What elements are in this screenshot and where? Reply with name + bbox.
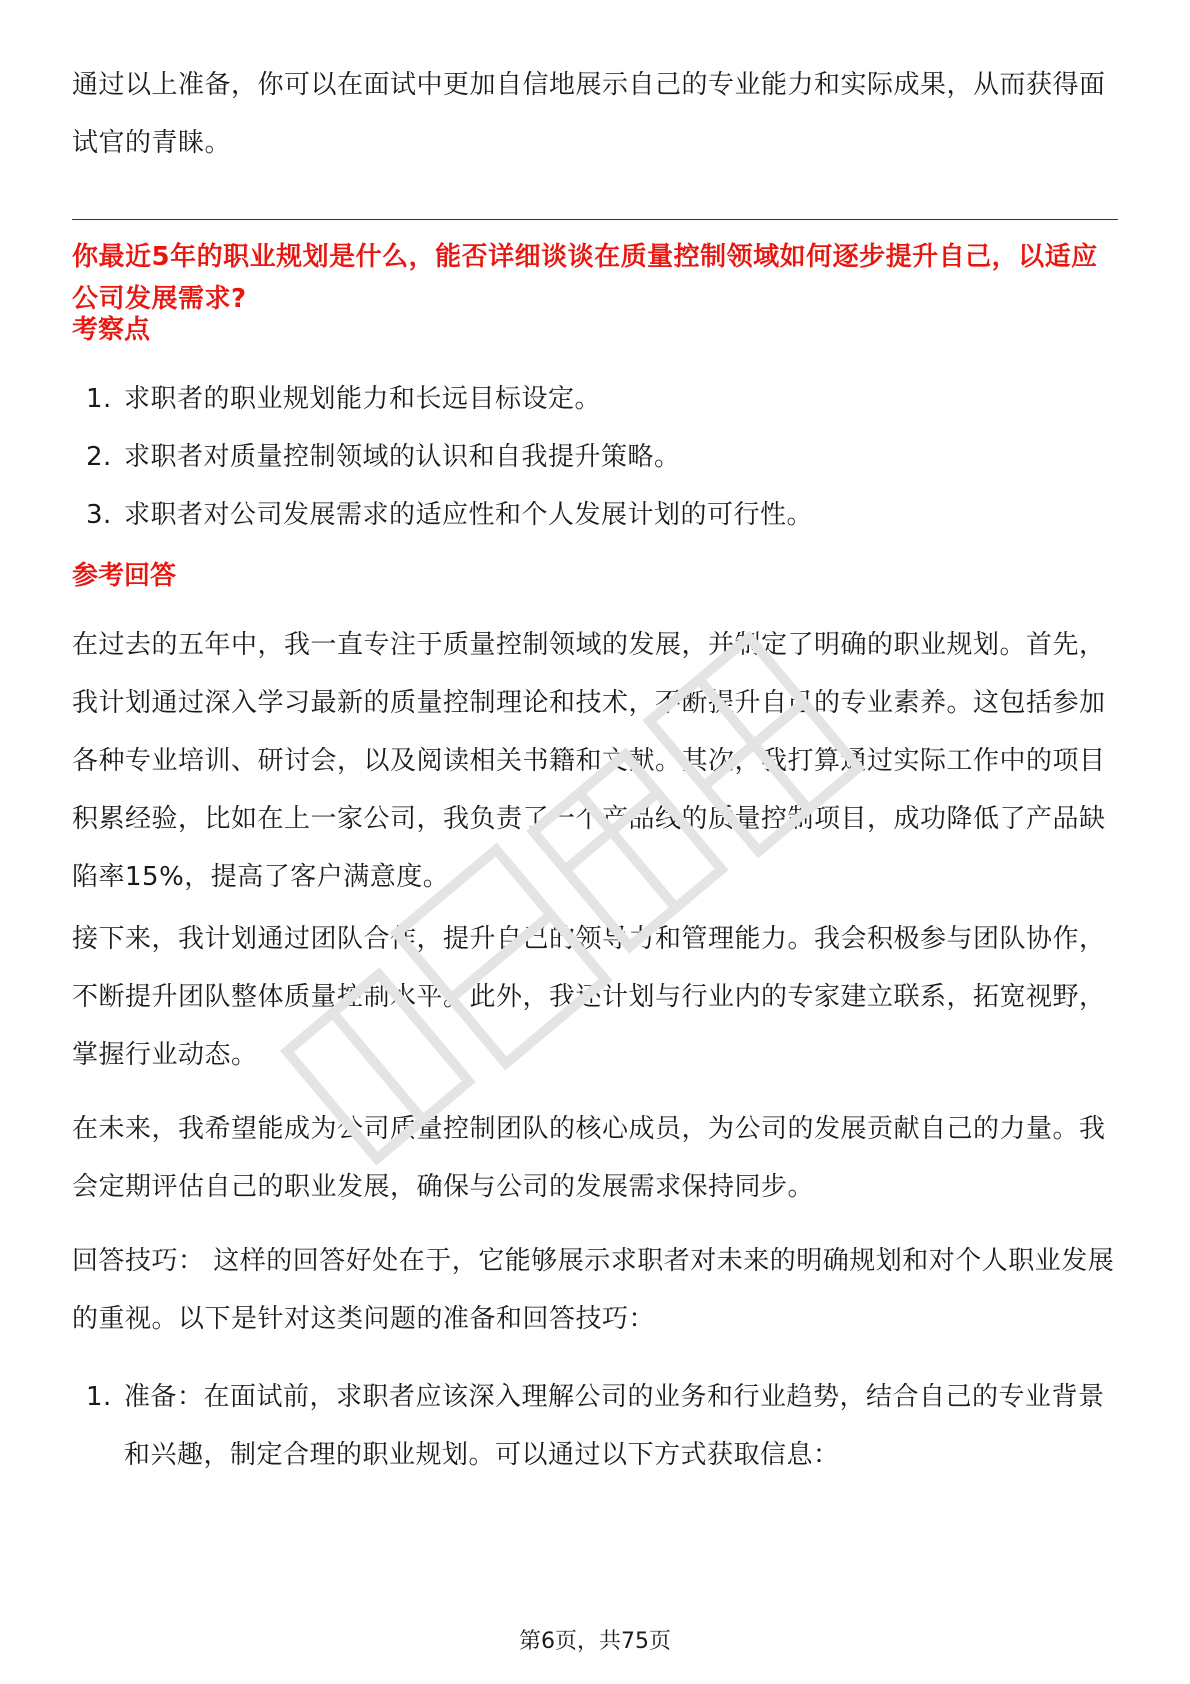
answer-paragraph-text: 接下来，我计划通过团队合作，提升自己的领导力和管理能力。我会积极参与团队协作，不断提升团队整体质量控制水平。此外，我还计划与行业内的专家建立联系，拓宽视野，掌握行业动态。	[72, 924, 1106, 1070]
page-footer: 第6页，共75页	[519, 1629, 671, 1654]
intro-paragraph: 通过以上准备，你可以在面试中更加自信地展示自己的专业能力和实际成果，从而获得面试官的青睐。	[72, 70, 1106, 158]
list-item-number: 1.	[86, 1382, 112, 1412]
focus-list	[72, 370, 1118, 544]
list-item	[72, 486, 1118, 544]
list-item	[72, 370, 1118, 428]
tips-list	[72, 1368, 1118, 1484]
list-item	[72, 1368, 1118, 1484]
answer-tips-paragraph	[72, 1232, 1118, 1348]
list-item-text: 求职者的职业规划能力和长远目标设定。	[124, 384, 602, 414]
list-item-number: 2.	[86, 442, 112, 472]
list-item-number: 3.	[86, 500, 112, 530]
answer-paragraph-text: 在未来，我希望能成为公司质量控制团队的核心成员，为公司的发展贡献自己的力量。我会定期评估自己的职业发展，确保与公司的发展需求保持同步。	[72, 1114, 1106, 1202]
answer-heading: 参考回答	[72, 561, 177, 591]
list-item-text: 准备：在面试前，求职者应该深入理解公司的业务和行业趋势，结合自己的专业背景和兴趣，制定合理的职业规划。可以通过以下方式获取信息：	[124, 1382, 1105, 1470]
answer-paragraph	[72, 910, 1118, 1084]
answer-paragraph	[72, 1100, 1118, 1216]
question-title: 你最近5年的职业规划是什么，能否详细谈谈在质量控制领域如何逐步提升自己，以适应公司发展需求?	[72, 242, 1098, 314]
section-divider	[72, 219, 1118, 220]
answer-paragraph-text: 回答技巧： 这样的回答好处在于，它能够展示求职者对未来的明确规划和对个人职业发展的重视。以下是针对这类问题的准备和回答技巧：	[72, 1246, 1115, 1334]
list-item-text: 求职者对质量控制领域的认识和自我提升策略。	[124, 442, 681, 472]
list-item-number: 1.	[86, 384, 112, 414]
answer-paragraph-text: 在过去的五年中，我一直专注于质量控制领域的发展，并制定了明确的职业规划。首先，我计划通过深入学习最新的质量控制理论和技术，不断提升自己的专业素养。这包括参加各种专业培训、研讨会，以及阅读相关书籍和文献。其次，我打算通过实际工作中的项目积累经验，比如在上一家公司，我负责了一个产品线的质量控制项目，成功降低了产品缺陷率15%，提高了客户满意度。	[72, 630, 1106, 892]
answer-paragraph	[72, 616, 1118, 906]
focus-heading: 考察点	[72, 315, 151, 345]
list-item-text: 求职者对公司发展需求的适应性和个人发展计划的可行性。	[124, 500, 814, 530]
list-item	[72, 428, 1118, 486]
